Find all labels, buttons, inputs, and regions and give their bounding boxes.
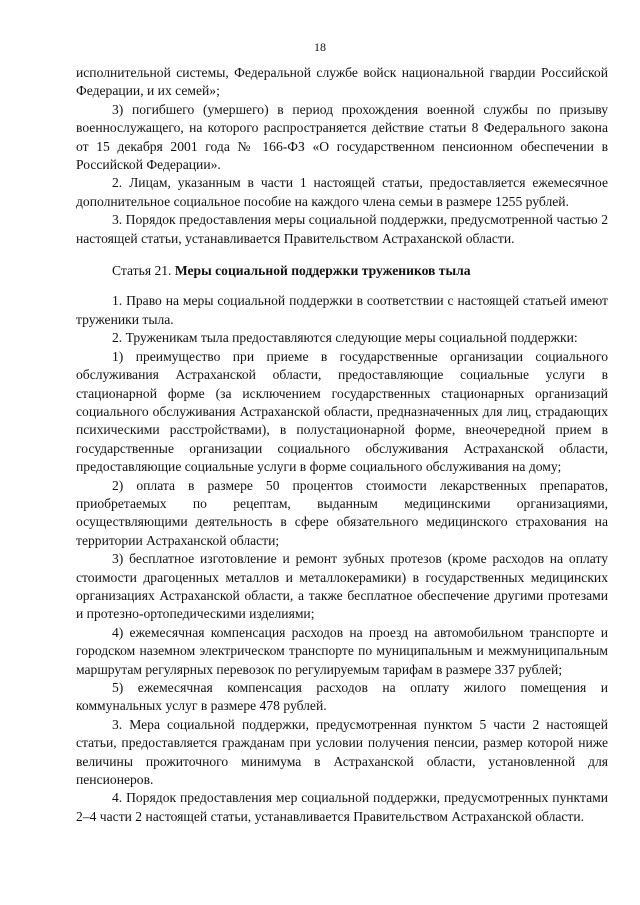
document-body [76, 64, 608, 826]
paragraph-part-2-allowance: 2. Лицам, указанным в части 1 настоящей статьи, предоставляется ежемесячное дополнительное социальное пособие на каждого члена семьи в размере 1255 рублей. [76, 175, 608, 209]
paragraph-part-3-condition: 3. Мера социальной поддержки, предусмотренная пунктом 5 части 2 настоящей статьи, предоставляется гражданам при условии получения пенсии, размер которой ниже величины прожиточного минимума в Астраханской области, установленной для пенсионеров. [76, 716, 608, 788]
paragraph-item-3-deceased: 3) погибшего (умершего) в период прохождения военной службы по призыву военнослужащего, на которого распространяется действие статьи 8 Федерального закона от 15 декабря 2001 года № 166-ФЗ «О государственном пенсионном обеспечении в Российской Федерации». [76, 101, 608, 173]
paragraph-part-3-procedure: 3. Порядок предоставления меры социальной поддержки, предусмотренной частью 2 настоящей статьи, устанавливается Правительством Астраханской области. [76, 212, 608, 246]
list-item-1-priority-admission: 1) преимущество при приеме в государственные организации социального обслуживания Астраханской области, предоставляющие социальные услуги в стационарной форме (за исключением государственных стационарных организаций социального обслуживания Астраханской области, предназначенных для лиц, страдающих психическими расстройствами), в полустационарной форме, внеочередной прием в государственные организации социального обслуживания Астраханской области, предоставляющие социальные услуги в форме социального обслуживания на дому; [76, 348, 608, 475]
paragraph-part-4-procedure: 4. Порядок предоставления мер социальной поддержки, предусмотренных пунктами 2–4 части 2 настоящей статьи, устанавливается Правительством Астраханской области. [76, 790, 608, 824]
list-item-3-dental-prostheses: 3) бесплатное изготовление и ремонт зубных протезов (кроме расходов на оплату стоимости драгоценных металлов и металлокерамики) в государственных медицинских организациях Астраханской области, а также бесплатное обеспечение другими протезами и протезно-ортопедическими изделиями; [76, 551, 608, 622]
list-item-4-transport-compensation: 4) ежемесячная компенсация расходов на проезд на автомобильном транспорте и городском наземном электрическом транспорте по муниципальным и межмуниципальным маршрутам регулярных перевозок по регулируемым тарифам в размере 337 рублей; [76, 624, 608, 677]
paragraph-continuation: исполнительной системы, Федеральной службе войск национальной гвардии Российской Федерации, и их семей»; [76, 65, 608, 99]
article-title: Меры социальной поддержки тружеников тыла [174, 263, 471, 279]
article-number: Статья 21. [112, 263, 172, 279]
page-number: 18 [314, 40, 326, 54]
paragraph-part-2-measures: 2. Труженикам тыла предоставляются следующие меры социальной поддержки: [112, 330, 578, 346]
list-item-2-medicine-payment: 2) оплата в размере 50 процентов стоимости лекарственных препаратов, приобретаемых по рецептам, выданным медицинскими организациями, осуществляющими деятельность в сфере обязательного медицинского страхования на территории Астраханской области; [76, 477, 608, 548]
paragraph-part-1-right: 1. Право на меры социальной поддержки в соответствии с настоящей статьей имеют труженики тыла. [76, 293, 608, 327]
article-heading [76, 262, 608, 280]
list-item-5-housing-compensation: 5) ежемесячная компенсация расходов на оплату жилого помещения и коммунальных услуг в размере 478 рублей. [76, 680, 608, 714]
